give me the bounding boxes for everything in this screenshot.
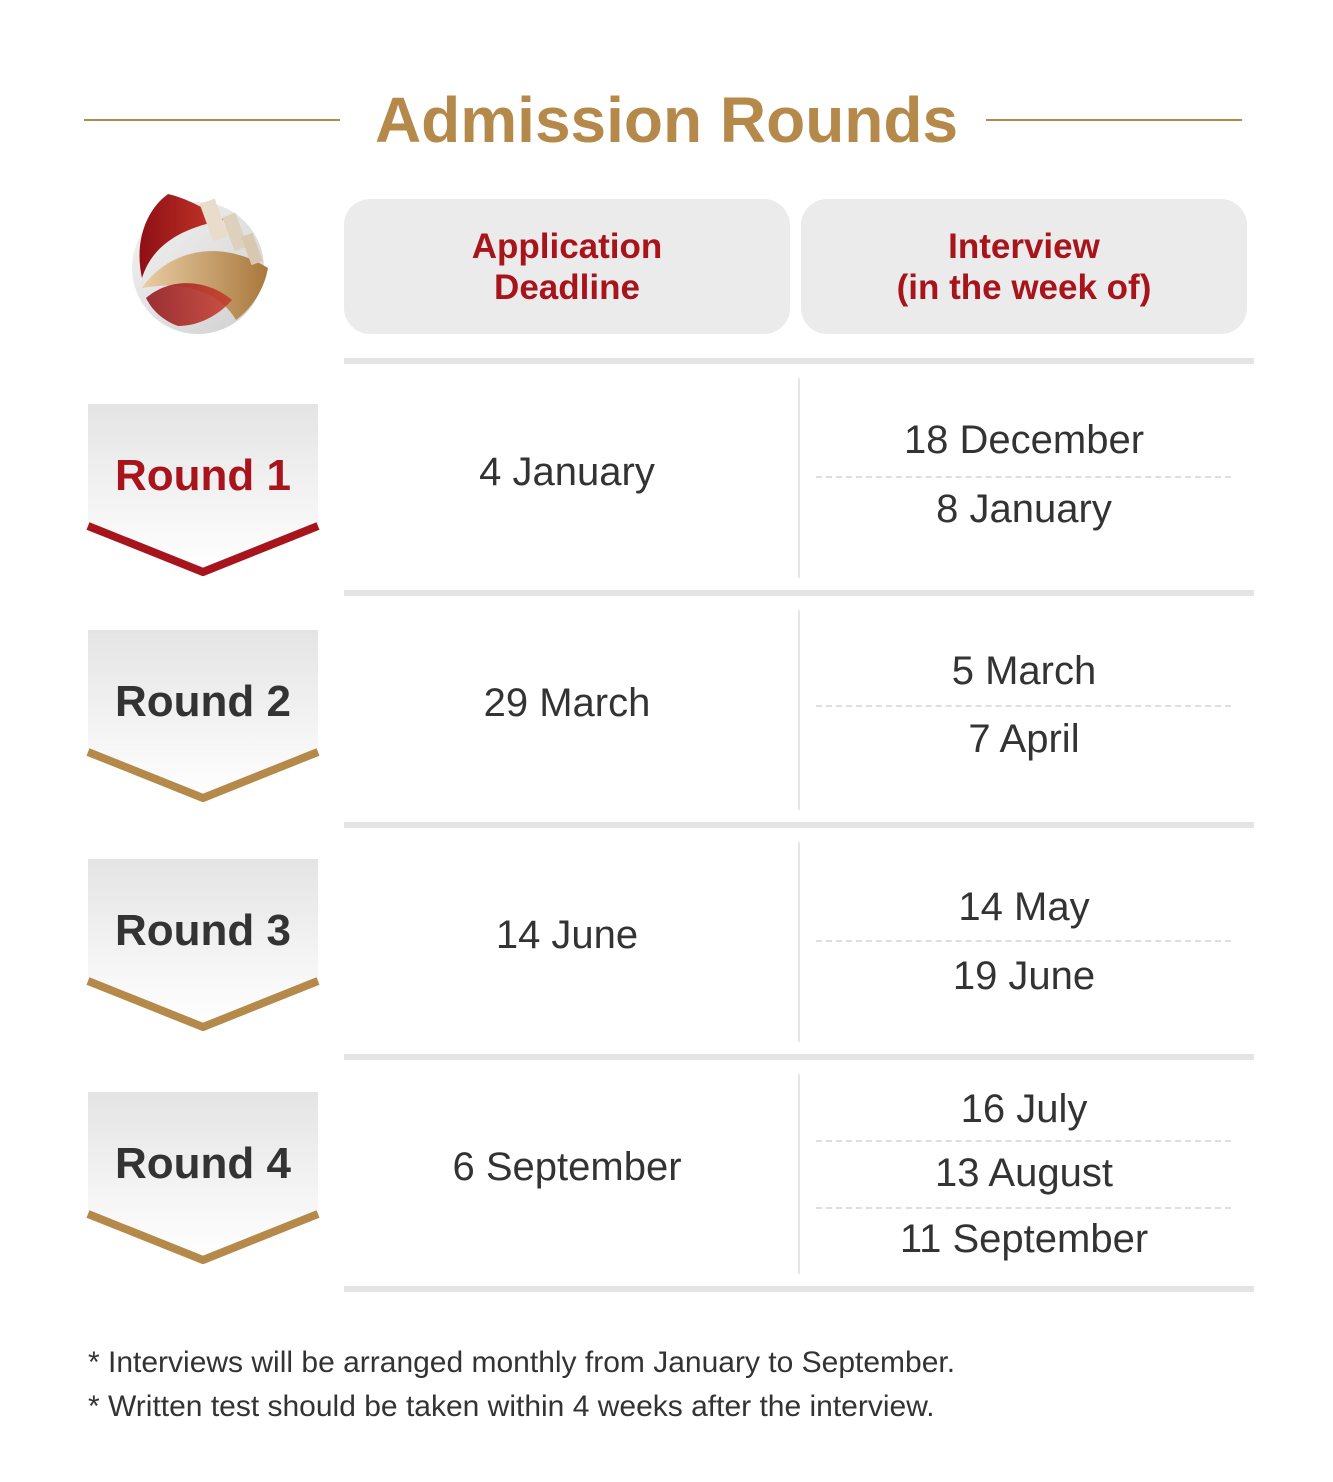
column-divider — [798, 1074, 800, 1274]
deadline-cell: 14 June — [495, 913, 639, 957]
header-application-deadline: Application Deadline — [344, 199, 790, 334]
interview-week-cell: 7 April — [968, 717, 1080, 761]
table-rule — [344, 358, 1254, 364]
column-divider — [798, 842, 800, 1042]
round-label: Round 4 — [115, 1139, 291, 1188]
globe-logo-icon — [128, 180, 278, 338]
round-badge-1 — [84, 400, 322, 590]
page-title: Admission Rounds — [374, 84, 959, 156]
interview-divider — [816, 940, 1231, 942]
interview-week-cell: 13 August — [935, 1151, 1113, 1195]
interview-week-cell: 8 January — [936, 487, 1112, 531]
round-label: Round 3 — [115, 906, 291, 955]
round-label: Round 1 — [115, 451, 291, 500]
interview-week-cell: 19 June — [952, 954, 1096, 998]
round-label: Round 2 — [115, 677, 291, 726]
interview-divider — [816, 1140, 1231, 1142]
header-interview-week: Interview (in the week of) — [801, 199, 1247, 334]
interview-divider — [816, 476, 1231, 478]
interview-week-cell: 11 September — [899, 1217, 1149, 1261]
footnote: * Interviews will be arranged monthly from January to September. — [88, 1346, 956, 1379]
round-badge-3 — [84, 855, 322, 1045]
round-badge-2 — [84, 626, 322, 816]
interview-week-cell: 5 March — [951, 649, 1097, 693]
interview-week-cell: 16 July — [960, 1087, 1088, 1131]
interview-week-cell: 14 May — [958, 885, 1090, 929]
table-rule — [344, 1054, 1254, 1060]
deadline-cell: 4 January — [479, 450, 655, 494]
interview-divider — [816, 1207, 1231, 1209]
column-divider — [798, 610, 800, 810]
deadline-cell: 6 September — [452, 1145, 682, 1189]
footnote: * Written test should be taken within 4 weeks after the interview. — [88, 1390, 935, 1423]
table-rule — [344, 822, 1254, 828]
interview-week-cell: 18 December — [903, 418, 1145, 462]
table-rule — [344, 1286, 1254, 1292]
column-divider — [798, 378, 800, 578]
deadline-cell: 29 March — [483, 681, 651, 725]
table-rule — [344, 590, 1254, 596]
round-badge-4 — [84, 1088, 322, 1278]
interview-divider — [816, 705, 1231, 707]
